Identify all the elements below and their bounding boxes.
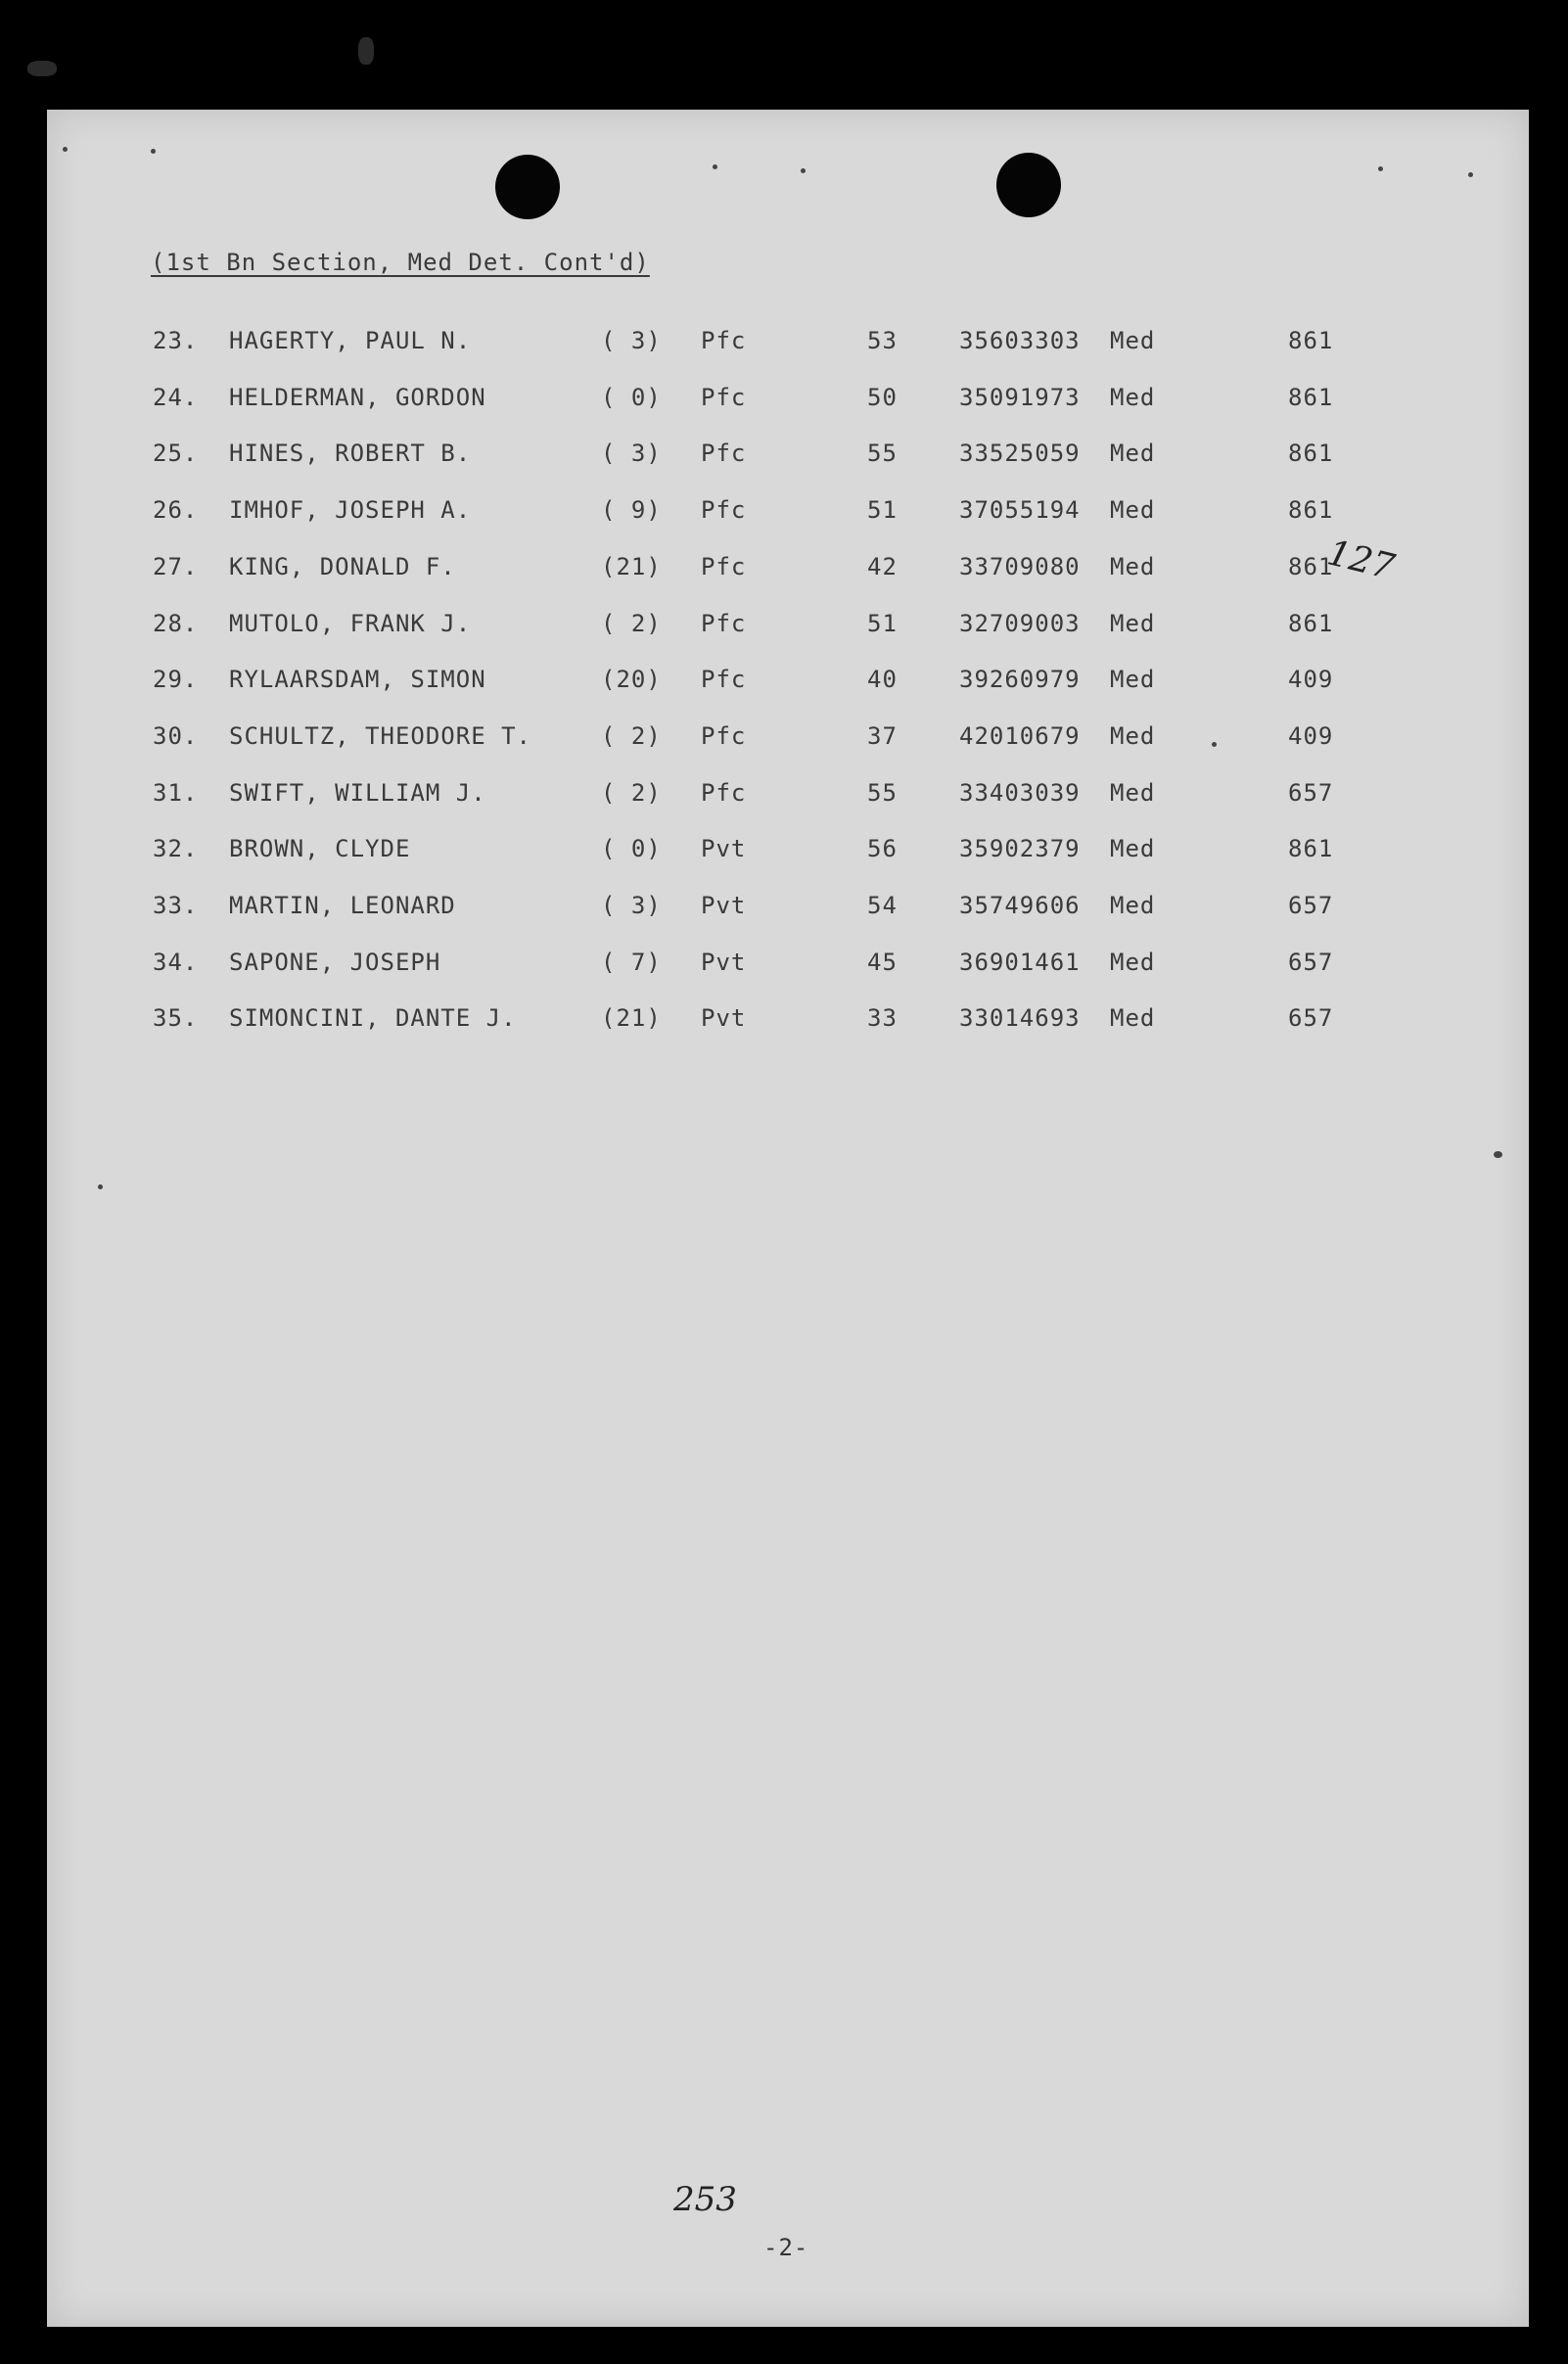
cell-num: 26. bbox=[153, 496, 199, 524]
cell-rank: Pfc bbox=[701, 553, 747, 580]
punch-hole-left bbox=[495, 155, 560, 219]
cell-serial: 36901461 bbox=[959, 949, 1081, 976]
cell-mos: 861 bbox=[1288, 610, 1334, 637]
document-page bbox=[47, 110, 1529, 2327]
cell-score: 56 bbox=[867, 835, 898, 862]
table-row bbox=[47, 835, 1529, 874]
cell-score: 33 bbox=[867, 1004, 898, 1032]
cell-serial: 33525059 bbox=[959, 440, 1081, 467]
cell-score: 45 bbox=[867, 949, 898, 976]
scan-speck bbox=[27, 61, 57, 76]
cell-mos: 409 bbox=[1288, 666, 1334, 693]
stray-mark bbox=[1468, 172, 1473, 177]
cell-name: HINES, ROBERT B. bbox=[229, 440, 472, 467]
table-row bbox=[47, 553, 1529, 592]
cell-rank: Pvt bbox=[701, 892, 747, 919]
cell-score: 55 bbox=[867, 440, 898, 467]
cell-rank: Pfc bbox=[701, 440, 747, 467]
cell-num: 33. bbox=[153, 892, 199, 919]
cell-serial: 39260979 bbox=[959, 666, 1081, 693]
cell-num: 31. bbox=[153, 779, 199, 807]
cell-name: HAGERTY, PAUL N. bbox=[229, 327, 472, 354]
cell-name: RYLAARSDAM, SIMON bbox=[229, 666, 486, 693]
cell-serial: 35603303 bbox=[959, 327, 1081, 354]
cell-num: 28. bbox=[153, 610, 199, 637]
cell-num: 34. bbox=[153, 949, 199, 976]
cell-rank: Pvt bbox=[701, 949, 747, 976]
cell-name: SAPONE, JOSEPH bbox=[229, 949, 441, 976]
cell-mos: 657 bbox=[1288, 892, 1334, 919]
punch-hole-right bbox=[996, 153, 1061, 217]
handwritten-number: 253 bbox=[673, 2180, 737, 2219]
cell-branch: Med bbox=[1110, 610, 1156, 637]
table-row bbox=[47, 722, 1529, 762]
cell-score: 37 bbox=[867, 722, 898, 750]
table-row bbox=[47, 610, 1529, 649]
cell-branch: Med bbox=[1110, 440, 1156, 467]
cell-rank: Pfc bbox=[701, 722, 747, 750]
cell-serial: 35902379 bbox=[959, 835, 1081, 862]
cell-code: ( 2) bbox=[601, 610, 662, 637]
stray-mark bbox=[1494, 1151, 1502, 1158]
cell-score: 51 bbox=[867, 610, 898, 637]
cell-code: ( 2) bbox=[601, 722, 662, 750]
cell-code: ( 3) bbox=[601, 327, 662, 354]
table-row bbox=[47, 949, 1529, 988]
table-row bbox=[47, 666, 1529, 705]
cell-num: 25. bbox=[153, 440, 199, 467]
cell-num: 35. bbox=[153, 1004, 199, 1032]
cell-score: 54 bbox=[867, 892, 898, 919]
cell-rank: Pfc bbox=[701, 610, 747, 637]
cell-branch: Med bbox=[1110, 496, 1156, 524]
section-title: (1st Bn Section, Med Det. Cont'd) bbox=[151, 249, 650, 276]
cell-serial: 37055194 bbox=[959, 496, 1081, 524]
stray-mark bbox=[151, 149, 156, 154]
cell-num: 30. bbox=[153, 722, 199, 750]
cell-branch: Med bbox=[1110, 1004, 1156, 1032]
cell-mos: 657 bbox=[1288, 779, 1334, 807]
stray-mark bbox=[1378, 166, 1383, 171]
cell-mos: 861 bbox=[1288, 384, 1334, 411]
cell-mos: 657 bbox=[1288, 1004, 1334, 1032]
cell-code: (20) bbox=[601, 666, 662, 693]
scan-speck bbox=[358, 37, 374, 65]
margin-note: 127 bbox=[1323, 533, 1399, 588]
cell-branch: Med bbox=[1110, 666, 1156, 693]
cell-name: MARTIN, LEONARD bbox=[229, 892, 456, 919]
cell-rank: Pfc bbox=[701, 779, 747, 807]
cell-rank: Pfc bbox=[701, 666, 747, 693]
cell-mos: 861 bbox=[1288, 440, 1334, 467]
cell-score: 50 bbox=[867, 384, 898, 411]
cell-code: (21) bbox=[601, 553, 662, 580]
cell-serial: 33709080 bbox=[959, 553, 1081, 580]
cell-code: ( 9) bbox=[601, 496, 662, 524]
table-row bbox=[47, 440, 1529, 479]
cell-branch: Med bbox=[1110, 553, 1156, 580]
cell-code: (21) bbox=[601, 1004, 662, 1032]
stray-mark bbox=[98, 1184, 103, 1189]
cell-code: ( 0) bbox=[601, 384, 662, 411]
cell-name: BROWN, CLYDE bbox=[229, 835, 411, 862]
cell-mos: 409 bbox=[1288, 722, 1334, 750]
stray-mark bbox=[713, 164, 717, 169]
stray-mark bbox=[801, 168, 806, 173]
cell-rank: Pfc bbox=[701, 496, 747, 524]
cell-rank: Pfc bbox=[701, 384, 747, 411]
cell-name: IMHOF, JOSEPH A. bbox=[229, 496, 472, 524]
table-row bbox=[47, 779, 1529, 818]
cell-num: 24. bbox=[153, 384, 199, 411]
cell-code: ( 3) bbox=[601, 440, 662, 467]
cell-branch: Med bbox=[1110, 384, 1156, 411]
cell-rank: Pvt bbox=[701, 1004, 747, 1032]
cell-name: SWIFT, WILLIAM J. bbox=[229, 779, 486, 807]
cell-code: ( 2) bbox=[601, 779, 662, 807]
cell-mos: 861 bbox=[1288, 553, 1334, 580]
cell-score: 55 bbox=[867, 779, 898, 807]
cell-branch: Med bbox=[1110, 835, 1156, 862]
cell-name: SCHULTZ, THEODORE T. bbox=[229, 722, 531, 750]
cell-num: 32. bbox=[153, 835, 199, 862]
cell-num: 29. bbox=[153, 666, 199, 693]
cell-branch: Med bbox=[1110, 327, 1156, 354]
cell-name: HELDERMAN, GORDON bbox=[229, 384, 486, 411]
table-row bbox=[47, 1004, 1529, 1043]
cell-num: 23. bbox=[153, 327, 199, 354]
cell-rank: Pfc bbox=[701, 327, 747, 354]
table-row bbox=[47, 892, 1529, 931]
cell-code: ( 3) bbox=[601, 892, 662, 919]
cell-score: 40 bbox=[867, 666, 898, 693]
page-number: -2- bbox=[763, 2234, 809, 2261]
table-row bbox=[47, 496, 1529, 535]
cell-name: KING, DONALD F. bbox=[229, 553, 456, 580]
cell-mos: 861 bbox=[1288, 327, 1334, 354]
cell-serial: 42010679 bbox=[959, 722, 1081, 750]
table-row bbox=[47, 384, 1529, 423]
table-row bbox=[47, 327, 1529, 366]
cell-mos: 861 bbox=[1288, 496, 1334, 524]
cell-rank: Pvt bbox=[701, 835, 747, 862]
cell-code: ( 7) bbox=[601, 949, 662, 976]
cell-serial: 35749606 bbox=[959, 892, 1081, 919]
cell-name: MUTOLO, FRANK J. bbox=[229, 610, 472, 637]
cell-score: 51 bbox=[867, 496, 898, 524]
cell-serial: 32709003 bbox=[959, 610, 1081, 637]
cell-branch: Med bbox=[1110, 892, 1156, 919]
cell-num: 27. bbox=[153, 553, 199, 580]
cell-serial: 35091973 bbox=[959, 384, 1081, 411]
cell-serial: 33014693 bbox=[959, 1004, 1081, 1032]
cell-name: SIMONCINI, DANTE J. bbox=[229, 1004, 517, 1032]
cell-branch: Med bbox=[1110, 722, 1156, 750]
cell-score: 42 bbox=[867, 553, 898, 580]
cell-branch: Med bbox=[1110, 949, 1156, 976]
cell-branch: Med bbox=[1110, 779, 1156, 807]
cell-mos: 861 bbox=[1288, 835, 1334, 862]
stray-mark bbox=[63, 147, 68, 152]
cell-code: ( 0) bbox=[601, 835, 662, 862]
cell-mos: 657 bbox=[1288, 949, 1334, 976]
cell-score: 53 bbox=[867, 327, 898, 354]
cell-serial: 33403039 bbox=[959, 779, 1081, 807]
